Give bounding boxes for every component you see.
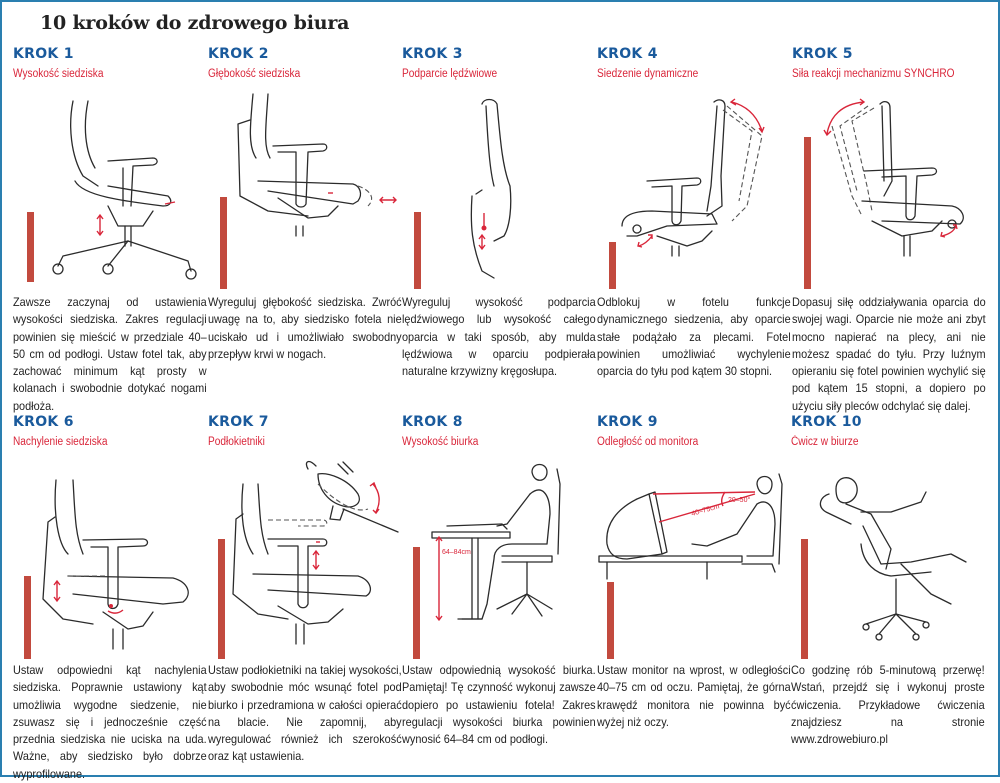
step-description: Wyreguluj wysokość podparcia lędźwiowego lub wysokość całego oparcia w taki sposób, aby mulda lędźwiowa w oparciu podpierała naturalne krzywizny kręgosłupa. (402, 296, 596, 379)
step-description: Zawsze zaczynaj od ustawienia wysokości siedziska. Zakres regulacji powinien się mieścić w przedziale 40–50 cm od podłogi. Ustaw fotel tak, aby zachować minimum kąt prosty w kolanach i swobodnie dotykać nogami podłoża. (13, 296, 207, 413)
chair-seat-tilt-icon (13, 454, 207, 669)
step-4 (597, 46, 791, 406)
step-number: KROK 7 (208, 414, 269, 430)
chair-synchro-tension-icon (792, 86, 986, 301)
step-number: KROK 10 (791, 414, 862, 430)
step-number: KROK 5 (792, 46, 853, 62)
monitor-distance-icon (597, 454, 791, 669)
viewing-angle-label: 20–50° (728, 497, 751, 504)
chair-armrest-icon (208, 454, 402, 669)
step-subtitle: Głębokość siedziska (208, 68, 301, 80)
step-number: KROK 1 (13, 46, 74, 62)
step-description: Ustaw monitor na wprost, w odległości 40–75 cm od oczu. Pamiętaj, że górna krawędź monitora nie powinna być wyżej niż oczy. (597, 664, 791, 729)
step-subtitle: Podparcie lędźwiowe (402, 68, 498, 80)
step-description: Ustaw odpowiedni kąt nachylenia siedziska. Poprawnie ustawiony kąt umożliwia wygodne siedzenie, nie zsuwasz się i jednocześnie część przednia siedziska nie uciska na uda. Ważne, aby siedzisko było dobrze wyprofilowane. (13, 664, 207, 781)
step-description: Dopasuj siłę oddziaływania oparcia do swojej wagi. Oparcie nie może ani zbyt mocno napierać na plecy, ani nie możesz spadać do tyłu. Przy luźnym opieraniu się fotel powinien wychylić się pod kątem 15 stopni, a dopiero po użyciu siły pleców odchylać się dalej. (792, 296, 986, 413)
step-number: KROK 4 (597, 46, 658, 62)
step-5 (792, 46, 986, 413)
step-1 (13, 46, 207, 413)
chair-seat-height-icon (13, 86, 207, 301)
chair-lumbar-support-icon (402, 86, 596, 301)
step-3 (402, 46, 596, 406)
step-6 (13, 414, 207, 781)
step-number: KROK 3 (402, 46, 463, 62)
step-8 (402, 414, 596, 774)
office-exercise-icon (791, 454, 985, 669)
chair-seat-depth-icon (208, 86, 402, 301)
step-number: KROK 2 (208, 46, 269, 62)
chair-dynamic-tilt-icon (597, 86, 791, 301)
desk-height-icon (402, 454, 596, 669)
step-description: Co godzinę rób 5-minutową przerwę! Wstań, przejdź się i wykonuj proste ćwiczenia. Przykładowe ćwiczenia znajdziesz na stronie www.zdrowebiuro.pl (791, 664, 985, 747)
step-subtitle: Wysokość siedziska (13, 68, 104, 80)
step-description: Ustaw podłokietniki na takiej wysokości, aby swobodnie móc wsunąć fotel pod biurko i przedramiona w całości opierać na blacie. Nie zapomnij, aby wyregulować również ich szerokość oraz kąt ustawienia. (208, 664, 402, 764)
page-title: 10 kroków do zdrowego biura (40, 12, 350, 34)
step-description: Odblokuj w fotelu funkcje dynamicznego siedzenia, aby oparcie stałe podążało za plecami. Fotel powinien umożliwiać wychylenie oparcia do tyłu pod kątem 30 stopni. (597, 296, 791, 379)
step-subtitle: Odległość od monitora (597, 436, 699, 448)
step-description: Wyreguluj głębokość siedziska. Zwróć uwagę na to, aby siedzisko fotela nie uciskało ud i umożliwiało swobodny przepływ krwi w nogach. (208, 296, 402, 361)
viewing-distance-label: 40–75cm (690, 503, 721, 518)
step-number: KROK 8 (402, 414, 463, 430)
step-subtitle: Siedzenie dynamiczne (597, 68, 699, 80)
step-subtitle: Siła reakcji mechanizmu SYNCHRO (792, 68, 955, 80)
step-subtitle: Wysokość biurka (402, 436, 479, 448)
step-number: KROK 9 (597, 414, 658, 430)
step-subtitle: Nachylenie siedziska (13, 436, 108, 448)
step-10 (791, 414, 985, 774)
step-9 (597, 414, 791, 774)
step-description: Ustaw odpowiednią wysokość biurka. Pamiętaj! Tę czynność wykonuj zawsze dopiero po ustawieniu fotela! Zakres regulacji wysokości biurka powinien wynosić 64–84 cm od podłogi. (402, 664, 596, 747)
step-7 (208, 414, 402, 774)
step-number: KROK 6 (13, 414, 74, 430)
desk-height-label: 64–84cm (442, 549, 471, 556)
step-2 (208, 46, 402, 406)
step-subtitle: Ćwicz w biurze (791, 436, 859, 448)
step-subtitle: Podłokietniki (208, 436, 265, 448)
